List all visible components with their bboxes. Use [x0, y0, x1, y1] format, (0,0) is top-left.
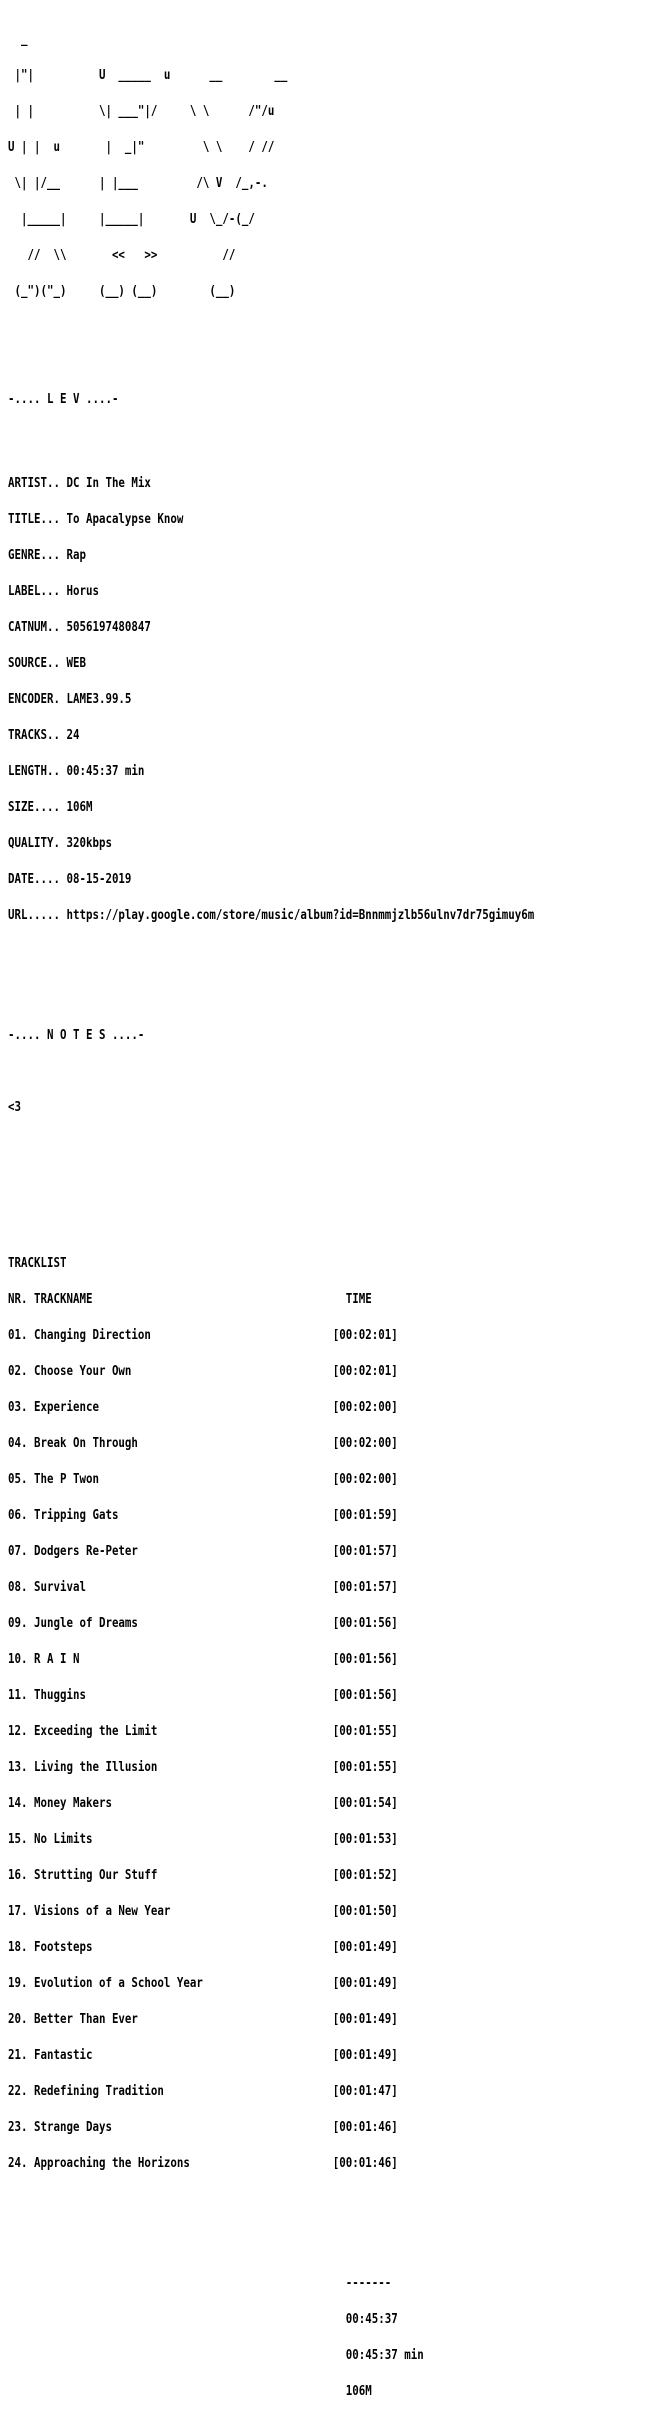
ascii-logo-line: |_____| |_____| U \_/-(_/	[8, 212, 366, 227]
tracklist-header: NR. TRACKNAME TIME	[8, 1292, 372, 1307]
track-row: 16. Strutting Our Stuff [00:01:52]	[8, 1868, 398, 1883]
track-row: 24. Approaching the Horizons [00:01:46]	[8, 2156, 398, 2171]
track-row: 07. Dodgers Re-Peter [00:01:57]	[8, 1544, 398, 1559]
track-row: 14. Money Makers [00:01:54]	[8, 1796, 398, 1811]
summary-divider: -------	[8, 2276, 392, 2291]
ascii-logo-line: (_")("_) (__) (__) (__)	[8, 284, 372, 299]
track-row: 20. Better Than Ever [00:01:49]	[8, 2012, 398, 2027]
info-genre: GENRE... Rap	[8, 548, 86, 563]
blank-line	[8, 1138, 534, 1150]
nfo-document	[8, 10, 534, 2410]
section-title-lev: -.... L E V ....-	[8, 392, 119, 407]
track-row: 08. Survival [00:01:57]	[8, 1580, 398, 1595]
ascii-logo-line: // \\ << >> //	[8, 248, 379, 263]
blank-line	[8, 1174, 534, 1186]
notes-text: <3	[8, 1100, 21, 1115]
track-row: 21. Fantastic [00:01:49]	[8, 2048, 398, 2063]
ascii-logo-line: \| |/__ | |___ /\ V /_,-.	[8, 176, 346, 191]
track-row: 13. Living the Illusion [00:01:55]	[8, 1760, 398, 1775]
info-title: TITLE... To Apacalypse Know	[8, 512, 184, 527]
blank-line	[8, 1210, 534, 1222]
track-row: 03. Experience [00:02:00]	[8, 1400, 398, 1415]
info-length: LENGTH.. 00:45:37 min	[8, 764, 145, 779]
blank-line	[8, 2242, 534, 2254]
track-row: 04. Break On Through [00:02:00]	[8, 1436, 398, 1451]
info-catnum: CATNUM.. 5056197480847	[8, 620, 151, 635]
track-row: 05. The P Twon [00:02:00]	[8, 1472, 398, 1487]
track-row: 11. Thuggins [00:01:56]	[8, 1688, 398, 1703]
track-row: 18. Footsteps [00:01:49]	[8, 1940, 398, 1955]
info-url: URL..... https://play.google.com/store/music/album?id=Bnnmmjzlb56ulnv7dr75gimuy6m	[8, 908, 535, 923]
ascii-logo-line: | | \| ___"|/ \ \ /"/u	[8, 104, 353, 119]
track-row: 23. Strange Days [00:01:46]	[8, 2120, 398, 2135]
track-row: 22. Redefining Tradition [00:01:47]	[8, 2084, 398, 2099]
ascii-logo-line: _	[8, 32, 372, 47]
info-tracks: TRACKS.. 24	[8, 728, 80, 743]
blank-line	[8, 322, 534, 334]
track-row: 12. Exceeding the Limit [00:01:55]	[8, 1724, 398, 1739]
summary-total-time: 00:45:37	[8, 2312, 398, 2327]
track-row: 17. Visions of a New Year [00:01:50]	[8, 1904, 398, 1919]
info-artist: ARTIST.. DC In The Mix	[8, 476, 151, 491]
ascii-logo-line: U | | u | _|" \ \ / //	[8, 140, 353, 155]
section-title-notes: -.... N O T E S ....-	[8, 1028, 145, 1043]
blank-line	[8, 430, 534, 442]
track-row: 01. Changing Direction [00:02:01]	[8, 1328, 398, 1343]
blank-line	[8, 1066, 534, 1078]
track-row: 06. Tripping Gats [00:01:59]	[8, 1508, 398, 1523]
track-row: 09. Jungle of Dreams [00:01:56]	[8, 1616, 398, 1631]
summary-total-length: 00:45:37 min	[8, 2348, 424, 2363]
info-label: LABEL... Horus	[8, 584, 99, 599]
blank-line	[8, 2206, 534, 2218]
summary-total-size: 106M	[8, 2384, 372, 2399]
blank-line	[8, 958, 534, 970]
info-quality: QUALITY. 320kbps	[8, 836, 112, 851]
track-row: 19. Evolution of a School Year [00:01:49]	[8, 1976, 398, 1991]
info-size: SIZE.... 106M	[8, 800, 93, 815]
track-row: 15. No Limits [00:01:53]	[8, 1832, 398, 1847]
info-encoder: ENCODER. LAME3.99.5	[8, 692, 132, 707]
blank-line	[8, 994, 534, 1006]
ascii-logo-line: |"| U _____ u __ __	[8, 68, 379, 83]
info-source: SOURCE.. WEB	[8, 656, 86, 671]
track-row: 02. Choose Your Own [00:02:01]	[8, 1364, 398, 1379]
blank-line	[8, 358, 534, 370]
tracklist-title: TRACKLIST	[8, 1256, 67, 1271]
info-date: DATE.... 08-15-2019	[8, 872, 132, 887]
track-row: 10. R A I N [00:01:56]	[8, 1652, 398, 1667]
